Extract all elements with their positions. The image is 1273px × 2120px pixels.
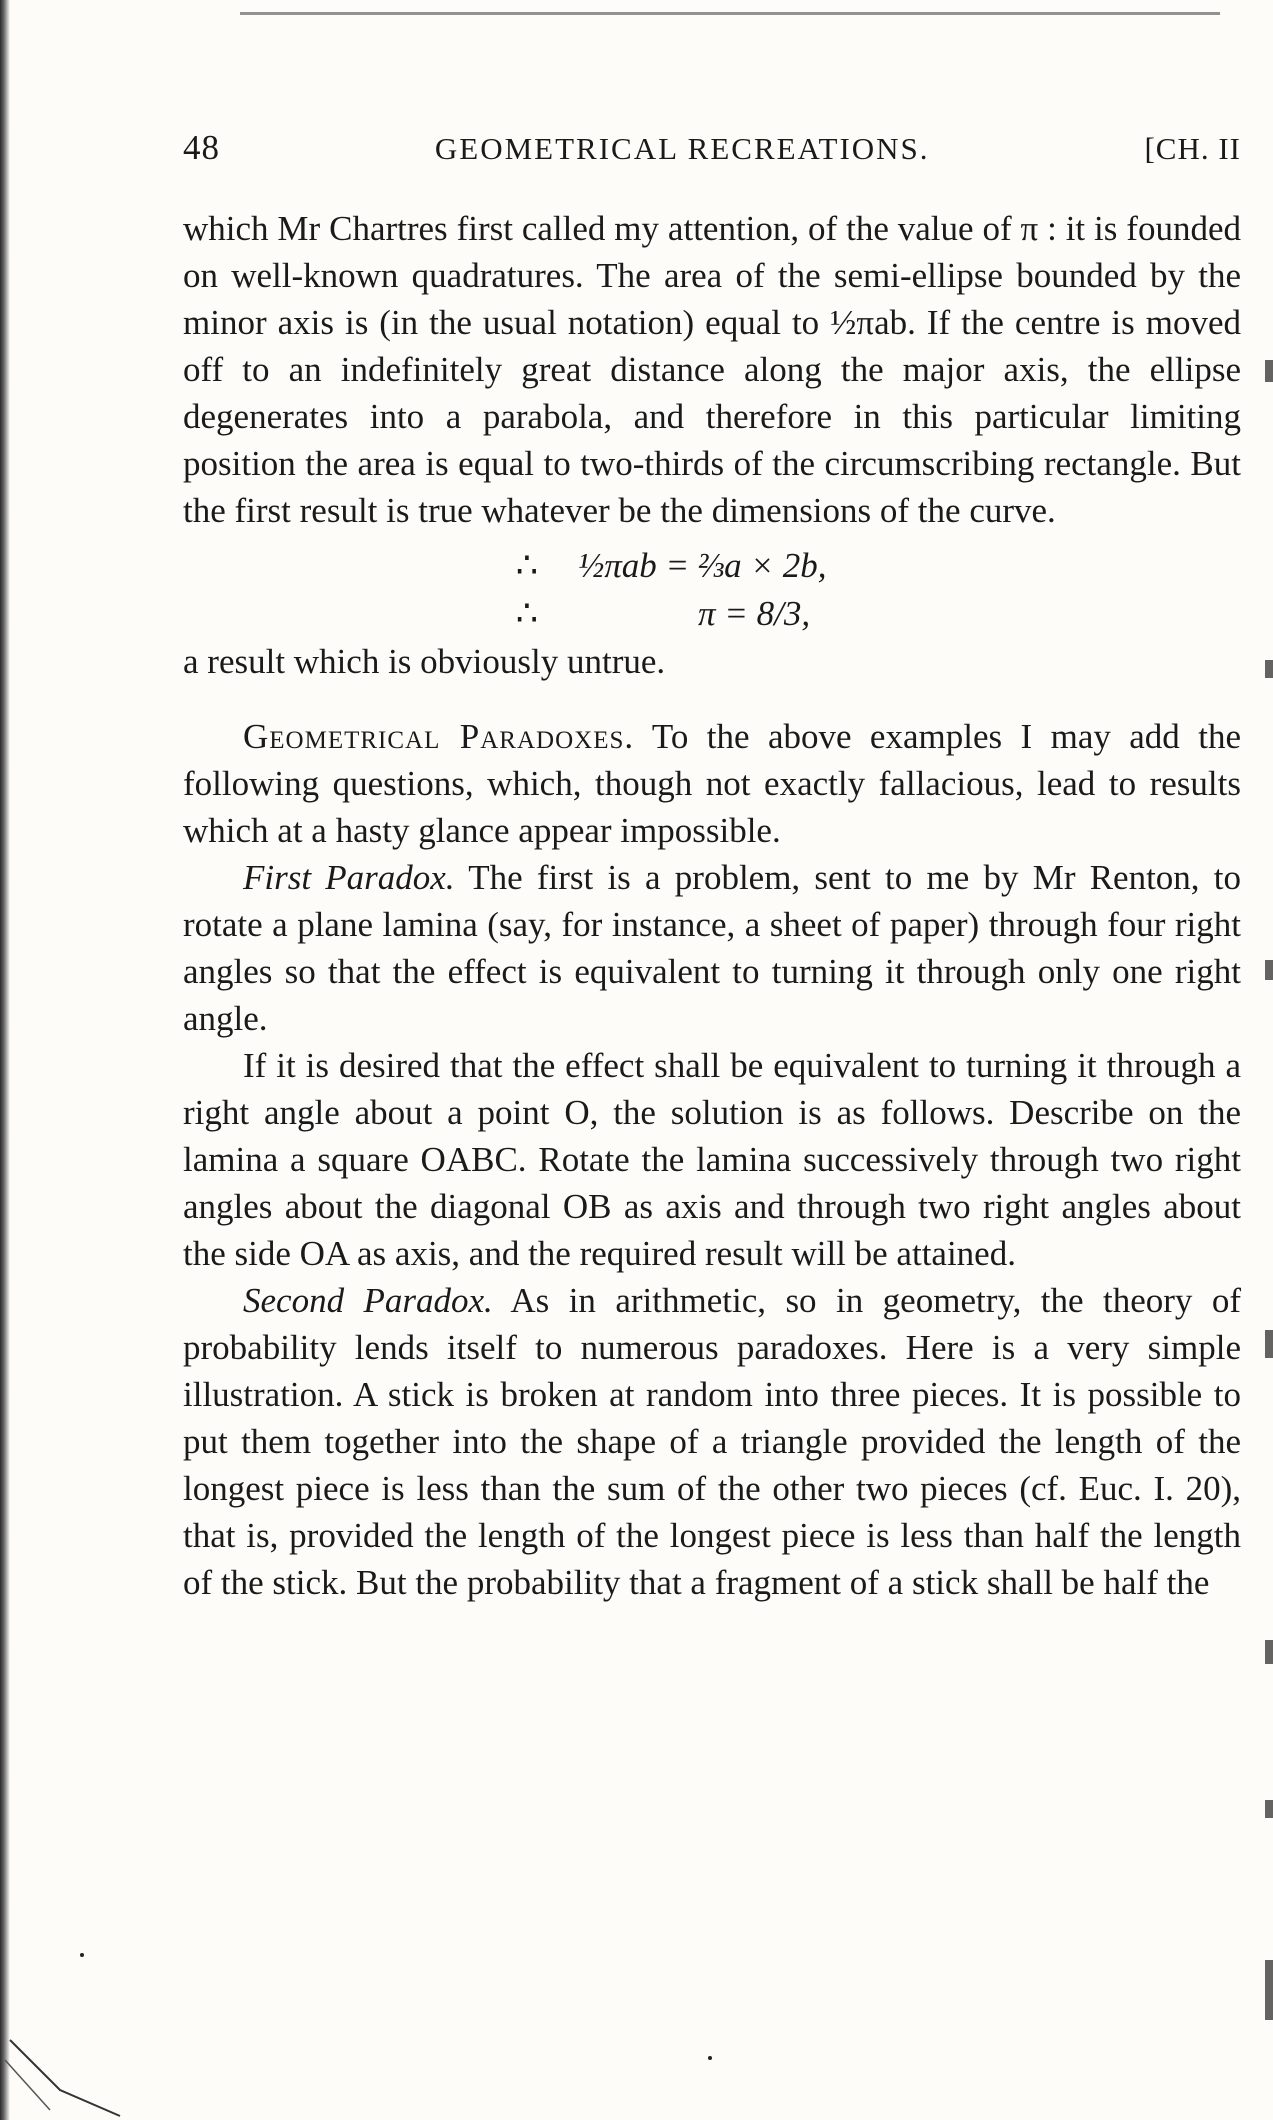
- therefore-symbol: ∴: [515, 546, 538, 585]
- paragraph-second-paradox: [183, 1277, 1241, 1606]
- top-edge-rule: [240, 12, 1220, 15]
- running-header: [183, 128, 1241, 168]
- therefore-symbol: ∴: [515, 594, 538, 633]
- result-line: a result which is obviously untrue.: [183, 642, 666, 681]
- page-body: [183, 205, 1241, 1606]
- chapter-label: [CH. II: [1144, 131, 1241, 166]
- first-paradox-heading: First Paradox.: [243, 858, 455, 897]
- page-speck: [80, 1953, 84, 1957]
- paragraph-first-paradox-solution: If it is desired that the effect shall be equivalent to turning it through a right angle about a point O, the solution is as follows. Describe on the lamina a square OABC. Rotate the lamina successively through two right angles about the diagonal OB as axis and through two right angles about the side OA as axis, and the required result will be attained.: [183, 1046, 1241, 1273]
- paragraph-text: As in arithmetic, so in geometry, the theory of probability lends itself to numerous paradoxes. Here is a very simple illustration. A stick is broken at random into three pieces. It is possible to put them together into the shape of a triangle provided the length of the longest piece is less than the sum of the other two pieces (cf. Euc. I. 20), that is, provided the length of the longest piece is less than half the length of the stick. But the probability that a fragment of a stick shall be half the: [183, 1281, 1242, 1602]
- edge-mark: [1265, 1800, 1273, 1818]
- paragraph-geometrical-paradoxes: [183, 713, 1241, 854]
- edge-mark: [1265, 1640, 1273, 1664]
- edge-mark: [1265, 960, 1273, 980]
- paragraph-text: To the above examples I may add the following questions, which, though not exactly fallacious, lead to results which at a hasty glance appear impossible.: [183, 717, 1241, 850]
- running-title: GEOMETRICAL RECREATIONS.: [434, 131, 930, 166]
- edge-mark: [1265, 660, 1273, 678]
- equation-row-1: [183, 542, 1241, 590]
- section-heading: Geometrical Paradoxes.: [243, 717, 635, 756]
- edge-mark: [1265, 1330, 1273, 1358]
- second-paradox-heading: Second Paradox.: [243, 1281, 493, 1320]
- paragraph-text: The first is a problem, sent to me by Mr Renton, to rotate a plane lamina (say, for instance, a sheet of paper) through four right angles so that the effect is equivalent to turning it through only one right angle.: [183, 858, 1242, 1038]
- equation-block: [183, 542, 1241, 638]
- equation-1: ½πab = ⅔a × 2b,: [578, 546, 827, 585]
- equation-2: π = 8/3,: [698, 594, 811, 633]
- paragraph-continued: which Mr Chartres first called my attention, of the value of π : it is founded on well-known quadratures. The area of the semi-ellipse bounded by the minor axis is (in the usual notation) equal to ½πab. If the centre is moved off to an indefinitely great distance along the major axis, the ellipse degenerates into a parabola, and therefore in this particular limiting position the area is equal to two-thirds of the circumscribing rectangle. But the first result is true whatever be the dimensions of the curve.: [183, 209, 1241, 530]
- page-speck: [708, 2056, 712, 2060]
- equation-row-2: [183, 590, 1241, 638]
- edge-mark: [1265, 360, 1273, 382]
- edge-mark: [1265, 1960, 1273, 2020]
- page-number: 48: [183, 128, 220, 167]
- section-gap: [183, 685, 1241, 713]
- page-binding-shadow: [0, 0, 10, 2120]
- paragraph-first-paradox: [183, 854, 1241, 1042]
- corner-scratch-marks: [0, 2020, 130, 2120]
